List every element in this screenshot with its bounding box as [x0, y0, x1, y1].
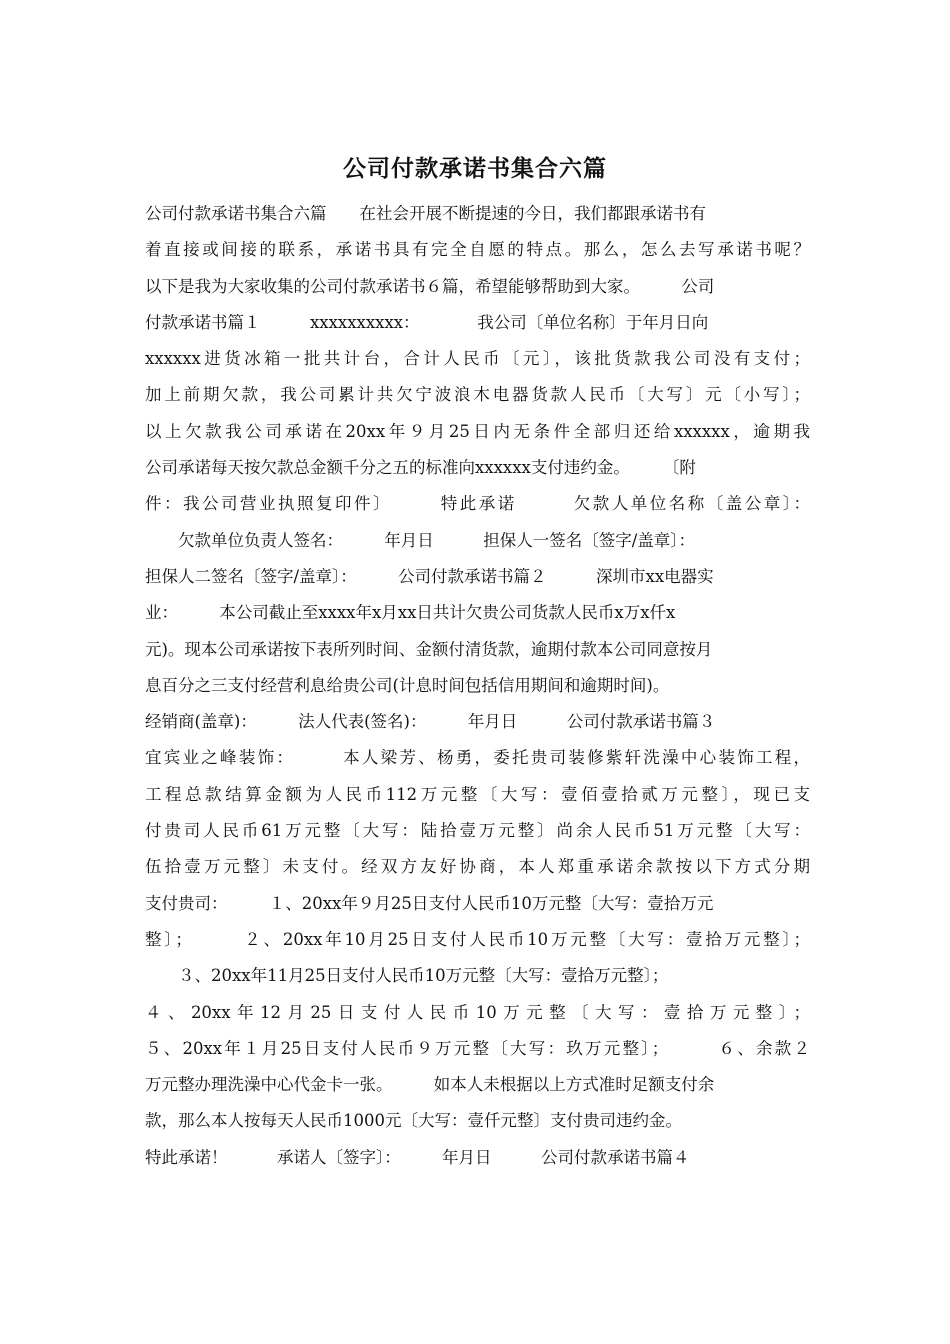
body-line: xxxxxx进货冰箱一批共计台，合计人民币〔元〕，该批货款我公司没有支付；: [145, 349, 810, 369]
body-line: 以上欠款我公司承诺在20xx年９月25日内无条件全部归还给xxxxxx，逾期我: [145, 421, 810, 441]
body-line: 息百分之三支付经营利息给贵公司(计息时间包括信用期间和逾期时间)。: [145, 675, 670, 695]
body-line: 加上前期欠款，我公司累计共欠宁波浪木电器货款人民币〔大写〕元〔小写〕；: [145, 385, 810, 405]
document-title: 公司付款承诺书集合六篇: [343, 156, 607, 182]
body-line: 公司付款承诺书集合六篇 在社会开展不断提速的今日，我们都跟承诺书有: [145, 204, 706, 223]
body-line: 工程总款结算金额为人民币112万元整〔大写：壹佰壹拾贰万元整〕，现已支: [145, 784, 810, 804]
body-line: 欠款单位负责人签名： 年月日 担保人一签名〔签字/盖章〕：: [145, 530, 696, 550]
body-line: 整〕； ２、20xx年10月25日支付人民币10万元整〔大写：壹拾万元整〕；: [145, 929, 810, 949]
body-line: 业： 本公司截止至xxxx年x月xx日共计欠贵公司货款人民币x万x仟x: [145, 603, 676, 623]
body-line: 以下是我为大家收集的公司付款承诺书６篇，希望能够帮助到大家。 公司: [145, 276, 715, 296]
body-line: 付款承诺书篇１ xxxxxxxxxx： 我公司〔单位名称〕于年月日向: [145, 312, 709, 332]
body-line: ３、20xx年11月25日支付人民币10万元整〔大写：壹拾万元整〕；: [145, 966, 669, 986]
body-line: 公司承诺每天按欠款总金额千分之五的标准向xxxxxx支付违约金。 〔附: [145, 458, 696, 478]
body-line: 宜宾业之峰装饰： 本人梁芳、杨勇，委托贵司装修紫轩洗澡中心装饰工程，: [145, 748, 810, 768]
body-line: 特此承诺！ 承诺人〔签字〕： 年月日 公司付款承诺书篇４: [145, 1147, 690, 1167]
body-line: 款，那么本人按每天人民币1000元〔大写：壹仟元整〕支付贵司违约金。: [145, 1111, 682, 1131]
body-line: 经销商(盖章)： 法人代表(签名)： 年月日 公司付款承诺书篇３: [145, 712, 716, 732]
body-line: ４、20xx年12月25日支付人民币10万元整〔大写：壹拾万元整〕；: [145, 1002, 810, 1022]
body-line: 元)。现本公司承诺按下表所列时间、金额付清货款，逾期付款本公司同意按月: [145, 639, 713, 659]
body-line: ５、20xx年１月25日支付人民币９万元整〔大写：玖万元整〕； ６、余款２: [145, 1038, 810, 1058]
body-line: 支付贵司： １、20xx年９月25日支付人民币10万元整〔大写：壹拾万元: [145, 893, 714, 913]
body-line: 付贵司人民币61万元整〔大写：陆拾壹万元整〕尚余人民币51万元整〔大写：: [145, 821, 810, 841]
body-line: 着直接或间接的联系，承诺书具有完全自愿的特点。那么，怎么去写承诺书呢？: [145, 240, 810, 260]
body-line: 担保人二签名〔签字/盖章〕： 公司付款承诺书篇２ 深圳市xx电器实: [145, 566, 714, 586]
body-line: 万元整办理洗澡中心代金卡一张。 如本人未根据以上方式准时足额支付余: [145, 1075, 715, 1095]
document-body: [145, 196, 810, 1176]
body-line: 件：我公司营业执照复印件〕 特此承诺 欠款人单位名称〔盖公章〕：: [145, 494, 810, 514]
body-line: 伍拾壹万元整〕未支付。经双方友好协商，本人郑重承诺余款按以下方式分期: [145, 857, 810, 877]
